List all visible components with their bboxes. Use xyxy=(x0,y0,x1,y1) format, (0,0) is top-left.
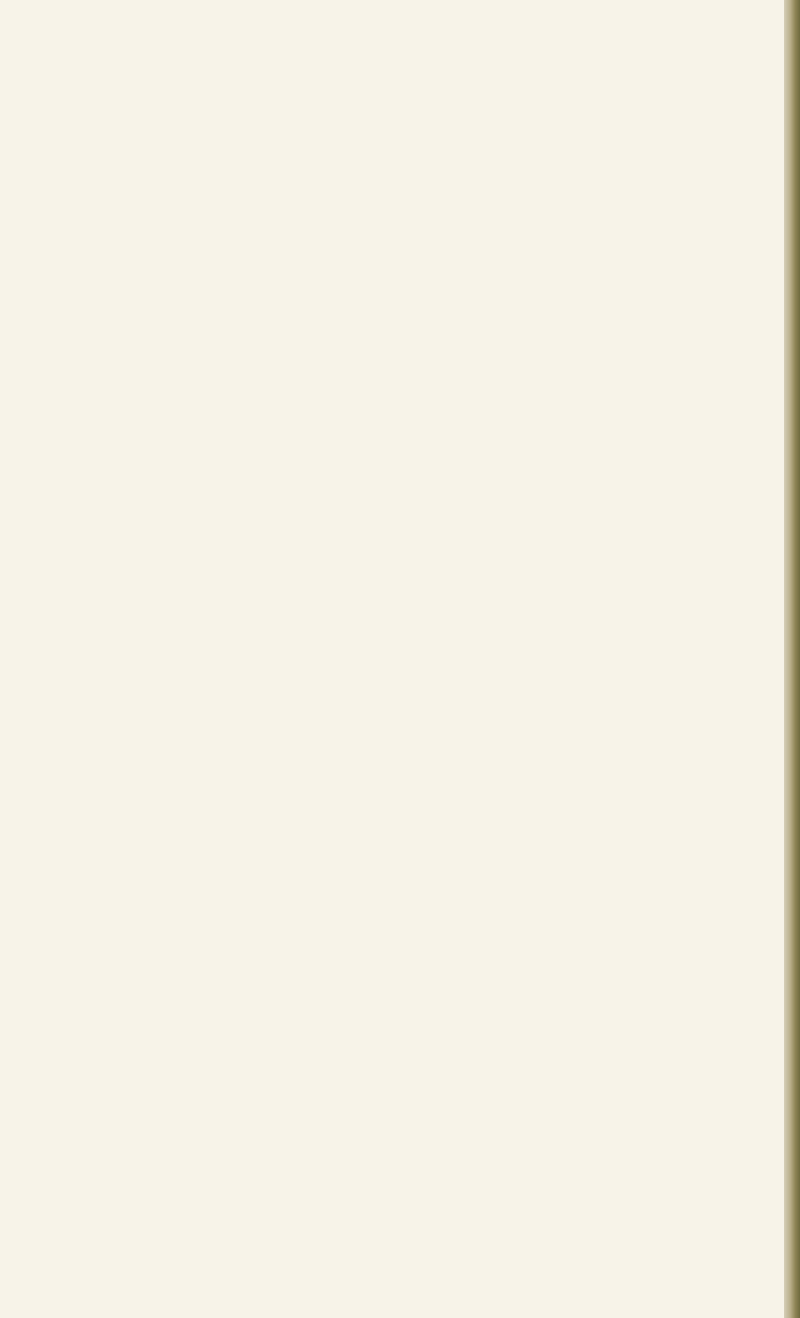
page-edge xyxy=(784,0,800,1318)
